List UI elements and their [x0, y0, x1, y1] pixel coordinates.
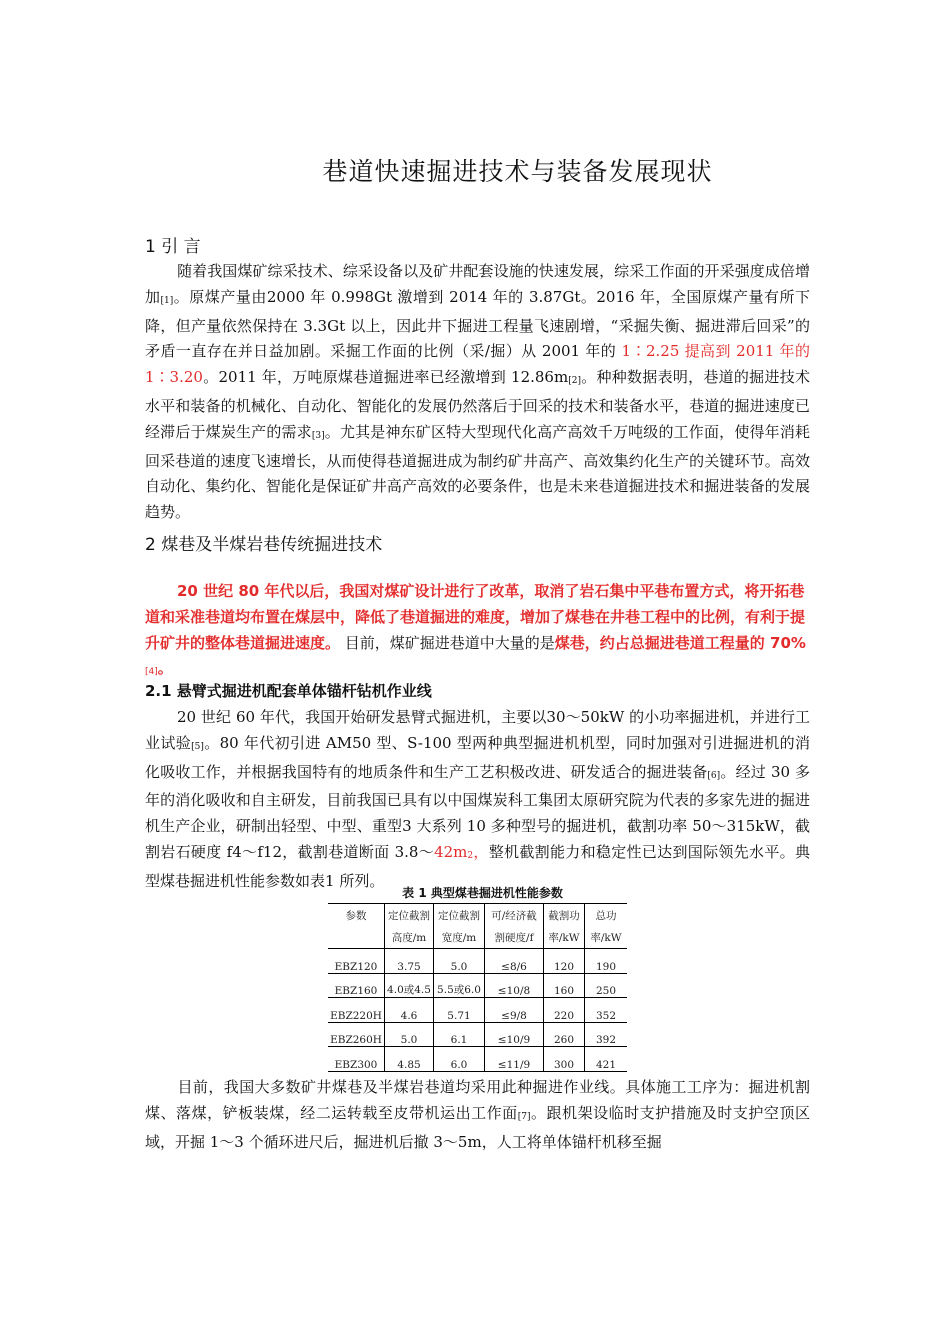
table-row: [328, 1047, 627, 1072]
table-cell: EBZ300: [328, 1047, 385, 1072]
citation-ref: [3]: [311, 430, 325, 441]
header-cell: 宽度/m: [434, 926, 485, 949]
table-cell: EBZ220H: [328, 998, 385, 1023]
document-title: 巷道快速掘进技术与装备发展现状: [322, 157, 713, 186]
table-cell: 6.0: [434, 1047, 485, 1072]
header-cell: 参数: [328, 904, 385, 927]
text-run: 随着我国煤矿综采技术、综采设备以及矿井配套设施的快速发展，综采工作面的开采强度成倍增加: [145, 262, 810, 306]
header-cell: 总功: [585, 904, 628, 927]
text-run: 。种种数据表明，巷道的掘进技术水平和装备的机械化、自动化、智能化的发展仍然落后于回采的技术和装备水平，巷道的掘进速度已经滞后于煤炭生产的需求: [145, 368, 810, 441]
citation-ref: [4]: [145, 667, 158, 678]
table-cell: 5.71: [434, 998, 485, 1023]
header-cell: 高度/m: [385, 926, 434, 949]
header-cell: 率/kW: [585, 926, 628, 949]
table-row: [328, 949, 627, 974]
highlighted-text: 20 世纪 80 年代以后，我国对煤矿设计进行了改革，取消了岩石集中平巷布置方式，将开拓巷道和采准巷道均布置在煤层中，降低了巷道掘进的难度，增加了煤巷在井巷工程中的比例，有利于提升矿井的整体巷道掘进速度。: [145, 582, 806, 652]
text-run: 20 世纪 60 年代，我国开始研发悬臂式掘进机，主要以30～50kW 的小功率掘进机，并进行工业试验: [145, 708, 810, 752]
table-cell: EBZ120: [328, 949, 385, 974]
header-cell: 可/经济截: [485, 904, 544, 927]
text-run: 。2011 年，万吨原煤巷道掘进率已经激增到 12.86m: [202, 368, 569, 387]
table-cell: 220: [544, 998, 585, 1023]
header-cell: 率/kW: [544, 926, 585, 949]
citation-ref: [7]: [517, 1111, 531, 1122]
text-run: 目前，我国大多数矿井煤巷及半煤岩巷道均采用此种掘进作业线。具体施工工序为：掘进机割煤、落煤，铲板装煤，经二运转载至皮带机运出工作面: [145, 1078, 810, 1122]
table-cell: 352: [585, 998, 628, 1023]
section-1-heading: 1 引 言: [145, 237, 201, 257]
header-cell: 割硬度/f: [485, 926, 544, 949]
text-run: 整机截割能力和稳定性已达到国际领先水平。典型煤巷掘进机性能参数如表1 所列。: [145, 842, 810, 890]
table-cell: 3.75: [385, 949, 434, 974]
text-run: ，: [473, 842, 489, 861]
header-cell: [328, 926, 385, 949]
text-run: 。经过 30 多年的消化吸收和自主研发，目前我国已具有以中国煤炭科工集团太原研究院为代表的多家先进的掘进机生产企业，研制出轻型、中型、重型3 大系列 10 多种型号的掘进机，截割功率 50～315kW，截割岩石硬度 f4～f12，截割巷道断面 3.8～: [145, 762, 810, 861]
table-cell: 190: [585, 949, 628, 974]
table-cell: 120: [544, 949, 585, 974]
table-cell: EBZ160: [328, 973, 385, 998]
table-row: [328, 998, 627, 1023]
highlighted-text: 煤巷，约占总掘进巷道工程量的 70%: [554, 633, 806, 652]
citation-ref: [1]: [160, 295, 174, 306]
table-cell: 392: [585, 1022, 628, 1047]
table-cell: 5.0: [385, 1022, 434, 1047]
text-run: 。跟机架设临时支护措施及时支护空顶区域，开掘 1～3 个循环进尺后，掘进机后撤 3～5m，人工将单体锚杆机移至掘: [145, 1103, 810, 1151]
section-1-paragraph: [145, 259, 810, 526]
table-cell: 300: [544, 1047, 585, 1072]
text-run: 。原煤产量由2000 年 0.998Gt 激增到 2014 年的 3.87Gt。2016 年，全国原煤产量有所下降，但产量依然保持在 3.3Gt 以上，因此井下掘进工程量飞速剧增，“采掘失衡、掘进滞后回采”的矛盾一直存在并日益加剧。采掘工作面的比例（采/掘）从 2001 年的: [145, 287, 810, 361]
table-cell: 5.5或6.0: [434, 973, 485, 998]
table-cell: 421: [585, 1047, 628, 1072]
text-run: 。80 年代初引进 AM50 型、S-100 型两种典型掘进机机型，同时加强对引进掘进机的消化吸收工作，并根据我国特有的地质条件和生产工艺积极改进、研发适合的掘进装备: [145, 733, 810, 781]
text-run: 。: [157, 659, 173, 678]
section-2-paragraph: [145, 579, 817, 685]
superscript: 2: [467, 850, 474, 861]
header-cell: 截割功: [544, 904, 585, 927]
table-cell: ≤10/8: [485, 973, 544, 998]
table-cell: 6.1: [434, 1022, 485, 1047]
citation-ref: [6]: [707, 770, 721, 781]
table-cell: EBZ260H: [328, 1022, 385, 1047]
after-table-paragraph: [145, 1075, 810, 1155]
section-2-1-paragraph: [145, 705, 810, 895]
header-cell: 定位截割: [434, 904, 485, 927]
table-cell: 4.85: [385, 1047, 434, 1072]
highlighted-text: 42m: [434, 842, 468, 861]
table-caption: 表 1 典型煤巷掘进机性能参数: [402, 886, 563, 900]
table-cell: ≤10/9: [485, 1022, 544, 1047]
table-row: [328, 973, 627, 998]
section-2-heading: 2 煤巷及半煤岩巷传统掘进技术: [145, 535, 383, 555]
citation-ref: [2]: [568, 376, 581, 387]
citation-ref: [5]: [191, 741, 204, 752]
header-cell: 定位截割: [385, 904, 434, 927]
text-run: 。尤其是神东矿区特大型现代化高产高效千万吨级的工作面，使得年消耗回采巷道的速度飞速增长，从而使得巷道掘进成为制约矿井高产、高效集约化生产的关键环节。高效自动化、集约化、智能化是保证矿井高产高效的必要条件，也是未来巷道掘进技术和掘进装备的发展趋势。: [145, 422, 810, 522]
table-cell: 260: [544, 1022, 585, 1047]
table-cell: 250: [585, 973, 628, 998]
section-2-1-heading: 2.1 悬臂式掘进机配套单体锚杆钻机作业线: [145, 682, 432, 700]
table-cell: ≤9/8: [485, 998, 544, 1023]
table-header-row: [328, 926, 627, 949]
table-header-row: [328, 904, 627, 927]
table-cell: 4.6: [385, 998, 434, 1023]
table-cell: 5.0: [434, 949, 485, 974]
table-row: [328, 1022, 627, 1047]
performance-table: [328, 903, 627, 1072]
highlighted-text: 1∶2.25 提高到 2011 年的 1∶3.20: [145, 342, 810, 387]
table-cell: 160: [544, 973, 585, 998]
table-cell: ≤11/9: [485, 1047, 544, 1072]
table-cell: ≤8/6: [485, 949, 544, 974]
table-cell: 4.0或4.5: [385, 973, 434, 998]
text-run: 目前，煤矿掘进巷道中大量的是: [340, 633, 555, 652]
